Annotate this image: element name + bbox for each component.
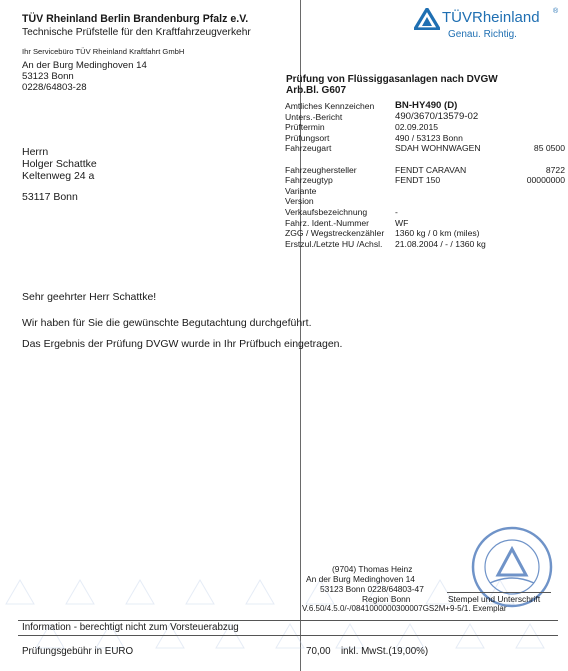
recipient-salutation: Herrn (22, 146, 49, 158)
org-name: TÜV Rheinland Berlin Brandenburg Pfalz e.V. (22, 13, 249, 25)
logo-slogan: Genau. Richtig. (448, 29, 517, 40)
greeting: Sehr geehrter Herr Schattke! (22, 291, 157, 303)
detail-row: Fahrz. Ident.-Nummer WF (285, 217, 409, 228)
details-table (285, 101, 565, 249)
signature-line (447, 592, 551, 593)
tuv-logo (414, 6, 564, 46)
sender-phone: 0228/64803-28 (22, 82, 87, 93)
sender-street: An der Burg Medinghoven 14 (22, 60, 147, 71)
recipient-name: Holger Schattke (22, 158, 97, 170)
detail-row (285, 154, 565, 165)
document-code: V.6.50/4.5.0/-/0841000000300007GS2M+9-5/1. Exemplar (302, 604, 507, 613)
recipient-city: 53117 Bonn (22, 191, 78, 203)
inspector-region: Region Bonn (362, 594, 411, 604)
detail-row: Verkaufsbezeichnung - (285, 206, 398, 217)
detail-row: Amtliches Kennzeichen BN-HY490 (D) (285, 100, 458, 111)
doc-subtitle: Arb.Bl. G607 (286, 85, 347, 96)
detail-row: Fahrzeugtyp FENDT 150 00000000 (285, 175, 565, 186)
org-subtitle: Technische Prüfstelle für den Kraftfahrzeugverkehr (22, 27, 251, 38)
triangle-logo-icon (414, 8, 440, 30)
fees-info: Information - berechtigt nicht zum Vorsteuerabzug (22, 622, 239, 633)
stamp-label: Stempel und Unterschrift (448, 594, 541, 604)
detail-row: Erstzul./Letzte HU /Achsl. 21.08.2004 / - / 1360 kg (285, 238, 486, 249)
inspector-name: (9704) Thomas Heinz (332, 564, 413, 574)
body-paragraph-2: Das Ergebnis der Prüfung DVGW wurde in Ihr Prüfbuch eingetragen. (22, 338, 343, 350)
fees-divider-top (18, 620, 558, 621)
detail-row: Prüfungsort 490 / 53123 Bonn (285, 132, 463, 143)
sender-line: Ihr Servicebüro TÜV Rheinland Kraftfahrt GmbH (22, 47, 185, 56)
detail-row: Fahrzeughersteller FENDT CARAVAN 8722 (285, 164, 565, 175)
doc-title: Prüfung von Flüssiggasanlagen nach DVGW (286, 74, 498, 85)
detail-row: Variante (285, 185, 317, 196)
sender-city: 53123 Bonn (22, 71, 74, 82)
logo-text: TÜVRheinland (442, 9, 540, 26)
detail-row: Prüftermin 02.09.2015 (285, 122, 439, 133)
license-plate: BN-HY490 (D) (395, 100, 458, 111)
body-paragraph-1: Wir haben für Sie die gewünschte Begutachtung durchgeführt. (22, 317, 312, 329)
detail-row: Version (285, 196, 314, 207)
fee-tax: inkl. MwSt.(19,00%) (341, 646, 429, 657)
detail-row: ZGG / Wegstreckenzähler 1360 kg / 0 km (miles) (285, 228, 480, 239)
inspector-city-phone: 53123 Bonn 0228/64803-47 (320, 584, 424, 594)
detail-row: Fahrzeugart SDAH WOHNWAGEN 85 0500 (285, 143, 565, 154)
logo-registered: ® (553, 8, 559, 15)
recipient-street: Keltenweg 24 a (22, 170, 95, 182)
fee-amount: 70,00 (306, 646, 331, 657)
fees-divider-bottom (18, 635, 558, 636)
fee-label: Prüfungsgebühr in EURO (22, 646, 134, 657)
inspector-street: An der Burg Medinghoven 14 (306, 574, 415, 584)
detail-row: Unters.-Bericht 490/3670/13579-02 (285, 110, 479, 122)
